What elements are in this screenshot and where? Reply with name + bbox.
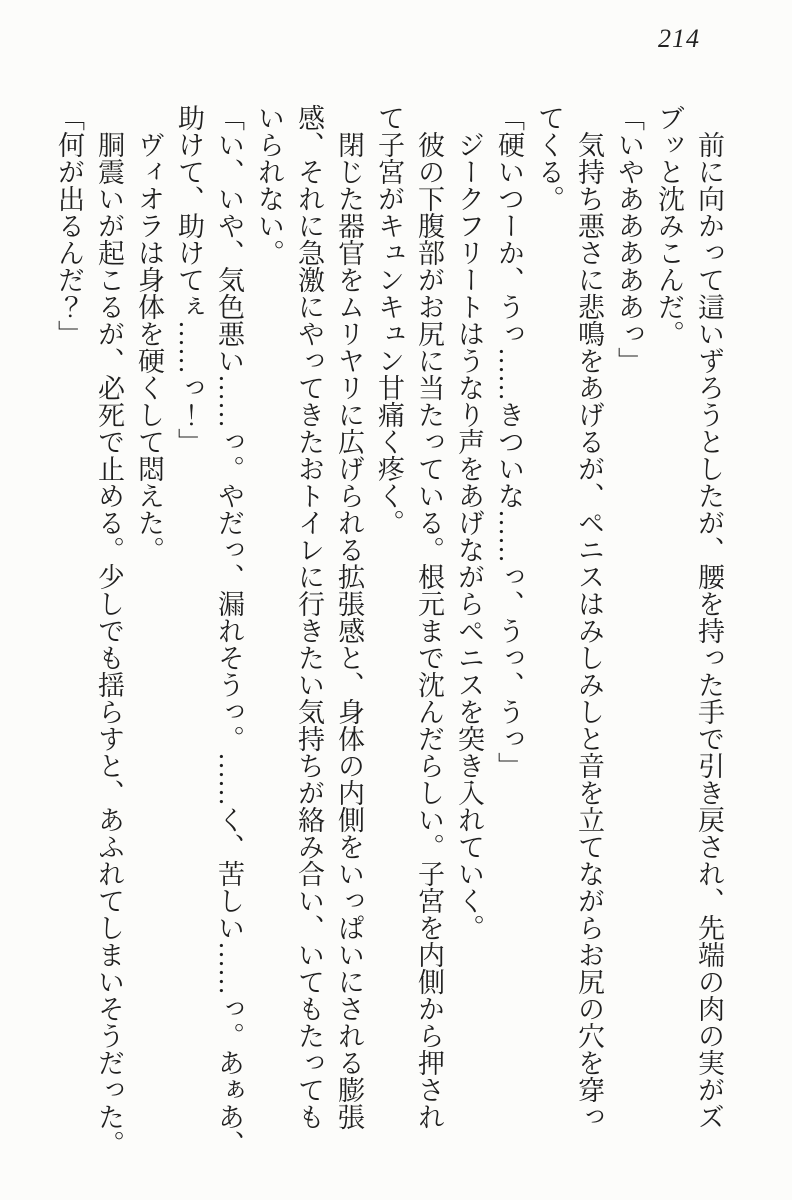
paragraph-dialogue: 「い、いや、気色悪い……っ。やだっ、漏れそうっ。……く、苦しい……っ。あぁあ、助けて、助けてぇ……っ！」 (174, 104, 244, 1157)
paragraph-dialogue: 「硬いつーか、うっ……きついな……っ、うっ、うっ」 (494, 104, 524, 779)
paragraph: 気持ち悪さに悲鳴をあげるが、ペニスはみしみしと音を立てながらお尻の穴を穿ってくる。 (534, 104, 604, 1130)
paragraph: 彼の下腹部がお尻に当たっている。根元まで沈んだらしい。子宮を内側から押されて子宮がキュンキュン甘痛く疼く。 (374, 104, 444, 1130)
paragraph-dialogue: 「何が出るんだ？」 (54, 104, 84, 347)
paragraph: ジークフリートはうなり声をあげながらペニスを突き入れていく。 (454, 104, 484, 941)
paragraph: 閉じた器官をムリヤリに広げられる拡張感と、身体の内側をいっぱいにされる膨張感、それに急激にやってきたおトイレに行きたい気持ちが絡み合い、いてもたってもいられない。 (254, 104, 364, 1130)
page-number: 214 (658, 24, 700, 53)
paragraph: ヴィオラは身体を硬くして悶えた。 (134, 104, 164, 563)
paragraph: 胴震いが起こるが、必死で止める。少しでも揺らすと、あふれてしまいそうだった。 (94, 104, 124, 1157)
paragraph: 前に向かって這いずろうとしたが、腰を持った手で引き戻され、先端の肉の実がズブッと沈みこんだ。 (654, 104, 724, 1130)
paragraph-dialogue: 「いやあああああっ」 (614, 104, 644, 374)
body-text (49, 104, 729, 1157)
